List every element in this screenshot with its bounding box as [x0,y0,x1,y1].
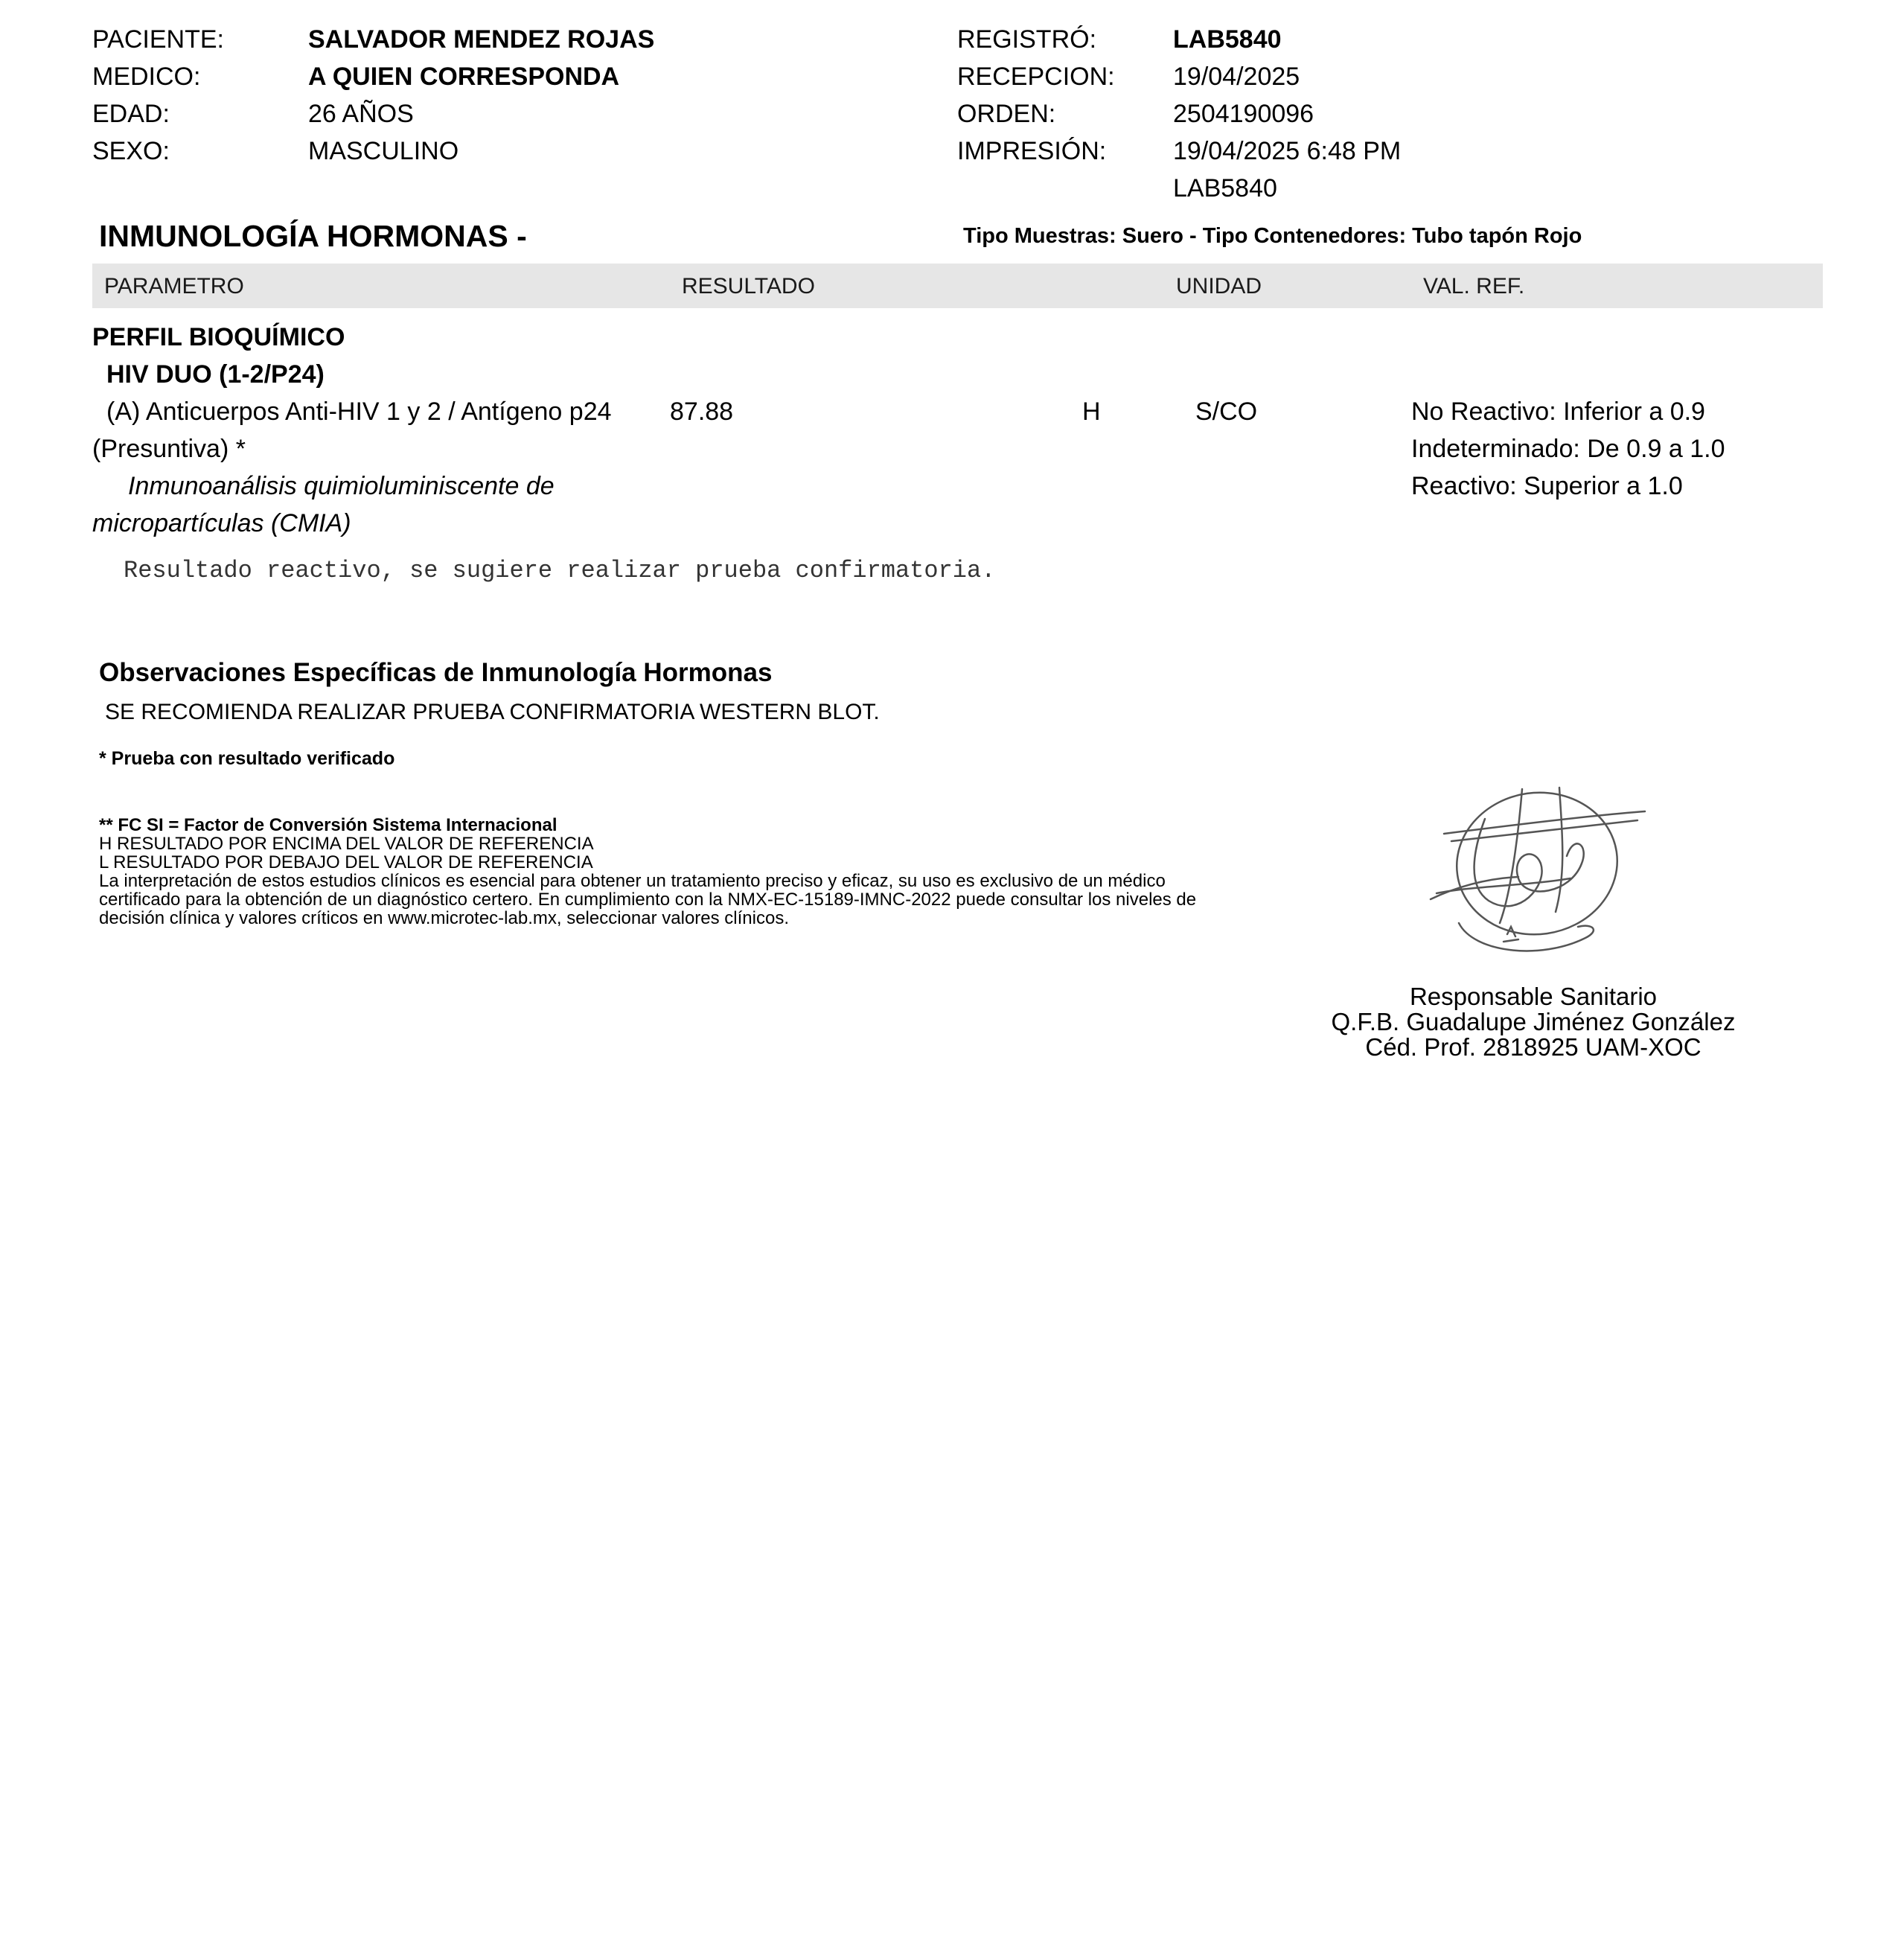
sexo-value: MASCULINO [308,137,459,165]
edad-label: EDAD: [92,100,170,128]
signature-image [1414,774,1667,968]
ref-line: Reactivo: Superior a 1.0 [1411,472,1683,500]
paciente-label: PACIENTE: [92,25,224,54]
profile-heading: PERFIL BIOQUÍMICO [92,323,345,351]
impresion-label: IMPRESIÓN: [957,137,1107,165]
disclaimer-line: La interpretación de estos estudios clínicos es esencial para obtener un tratamiento preciso y eficaz, su uso es exclusivo de un médico [99,871,1166,891]
registro-label: REGISTRÓ: [957,25,1097,54]
result-unit: S/CO [1195,398,1258,426]
disclaimer-line: decisión clínica y valores críticos en www.microtec-lab.mx, seleccionar valores clínicos. [99,908,789,928]
observations-title: Observaciones Específicas de Inmunología Hormonas [99,658,773,687]
signature-name: Q.F.B. Guadalupe Jiménez González [1331,1008,1736,1035]
col-parametro: PARAMETRO [104,274,244,299]
signature-role: Responsable Sanitario [1409,983,1658,1010]
ref-line: Indeterminado: De 0.9 a 1.0 [1411,435,1725,463]
observations-text: SE RECOMIENDA REALIZAR PRUEBA CONFIRMATORIA WESTERN BLOT. [105,700,880,724]
sexo-label: SEXO: [92,137,170,165]
col-unidad: UNIDAD [1176,274,1262,299]
orden-label: ORDEN: [957,100,1056,128]
medico-label: MEDICO: [92,63,201,91]
param-name: (A) Anticuerpos Anti-HIV 1 y 2 / Antígeno p24 [106,398,612,426]
h-legend: H RESULTADO POR ENCIMA DEL VALOR DE REFERENCIA [99,834,594,854]
edad-value: 26 AÑOS [308,100,414,128]
param-name-cont: (Presuntiva) * [92,435,246,463]
col-resultado: RESULTADO [682,274,815,299]
method-line-cont: micropartículas (CMIA) [92,509,351,537]
results-table-header [92,264,1823,308]
method-line: Inmunoanálisis quimioluminiscente de [128,472,555,500]
ref-line: No Reactivo: Inferior a 0.9 [1411,398,1705,426]
medico-value: A QUIEN CORRESPONDA [308,63,620,91]
test-group: HIV DUO (1-2/P24) [106,360,325,389]
impresion-value: 19/04/2025 6:48 PM [1173,137,1402,165]
registro-value: LAB5840 [1173,25,1282,54]
recepcion-value: 19/04/2025 [1173,63,1300,91]
fc-si-note: ** FC SI = Factor de Conversión Sistema Internacional [99,815,557,835]
disclaimer-line: certificado para la obtención de un diagnóstico certero. En cumplimiento con la NMX-EC-15189-IMNC-2022 puede consultar los niveles de [99,890,1197,910]
result-flag: H [1082,398,1101,426]
col-val-ref: VAL. REF. [1423,274,1525,299]
impresion-user: LAB5840 [1173,174,1277,202]
result-comment: Resultado reactivo, se sugiere realizar prueba confirmatoria. [124,557,996,584]
section-title: INMUNOLOGÍA HORMONAS - [99,219,527,253]
result-value: 87.88 [670,398,734,426]
sample-info: Tipo Muestras: Suero - Tipo Contenedores: Tubo tapón Rojo [963,224,1582,248]
l-legend: L RESULTADO POR DEBAJO DEL VALOR DE REFERENCIA [99,852,593,872]
paciente-value: SALVADOR MENDEZ ROJAS [308,25,655,54]
recepcion-label: RECEPCION: [957,63,1115,91]
orden-value: 2504190096 [1173,100,1314,128]
footnotes [99,816,1196,928]
verified-note: * Prueba con resultado verificado [99,748,395,769]
signature-cedula: Céd. Prof. 2818925 UAM-XOC [1365,1033,1702,1061]
